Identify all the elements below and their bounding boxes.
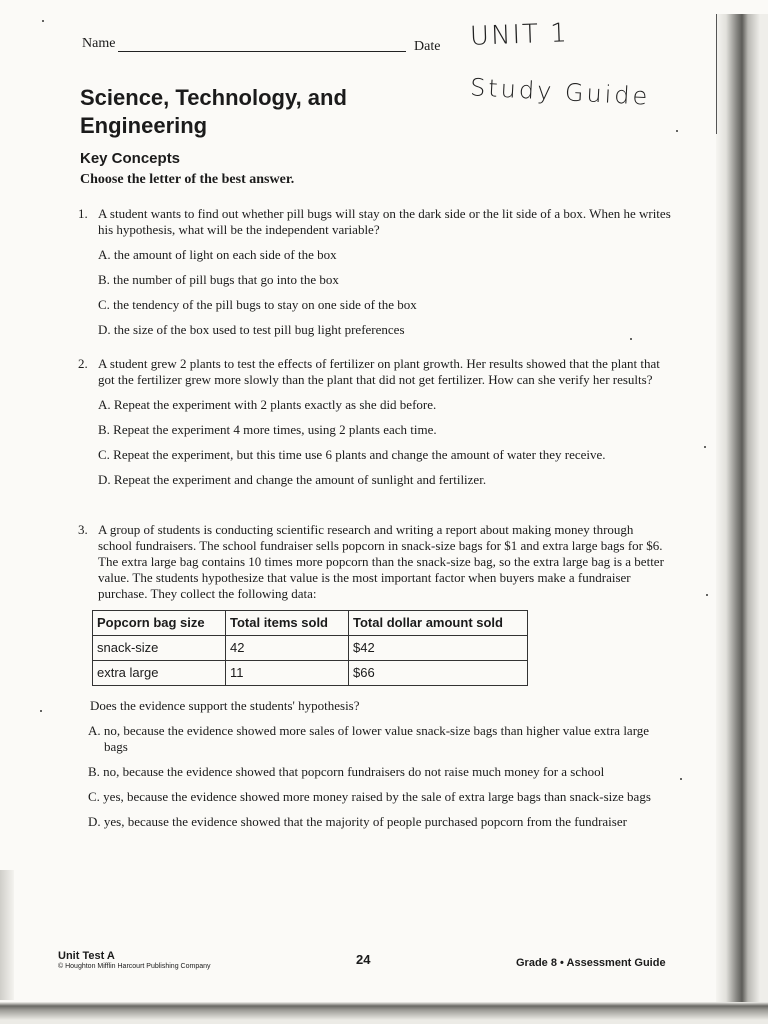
footer-unit: Unit Test A — [58, 950, 115, 962]
name-field-line — [118, 51, 406, 52]
footer-copyright: © Houghton Mifflin Harcourt Publishing Company — [58, 963, 211, 970]
date-label: Date — [414, 39, 441, 54]
answer-option: B. the number of pill bugs that go into the box — [98, 272, 339, 287]
question-stem: A group of students is conducting scientific research and writing a report about making money through school fundraisers. The school fundraiser sells popcorn in snack-size bags for $1 and extra large bags for $6. The extra large bag contains 10 times more popcorn than the snack-size bag, so the extra large bag is a better value. The students hypothesize that value is the most important factor when buyers make a fundraiser purchase. They collect the following data: — [98, 522, 664, 601]
answer-option: A. the amount of light on each side of the box — [98, 247, 337, 262]
page-title: Science, Technology, and Engineering — [80, 85, 347, 138]
table-header: Total items sold — [226, 611, 349, 636]
table-cell: 11 — [226, 661, 349, 686]
table-row — [93, 636, 528, 661]
scan-edge-bottom — [0, 1002, 768, 1024]
question-stem: A student grew 2 plants to test the effects of fertilizer on plant growth. Her results showed that the plant that got the fertilizer grew more slowly than the plant that did not get fertilizer. How can she verify her results? — [98, 356, 660, 387]
footer-grade: Grade 8 • Assessment Guide — [516, 957, 666, 969]
question-number: 3. — [78, 522, 88, 537]
answer-option: A. Repeat the experiment with 2 plants exactly as she did before. — [98, 397, 437, 412]
scan-speck — [42, 20, 44, 22]
scan-speck — [680, 778, 682, 780]
instructions: Choose the letter of the best answer. — [80, 172, 295, 187]
table-header: Total dollar amount sold — [349, 611, 528, 636]
table-header-row — [93, 611, 528, 636]
question-number: 1. — [78, 206, 88, 221]
table-row — [93, 661, 528, 686]
question-number: 2. — [78, 356, 88, 371]
table-header: Popcorn bag size — [93, 611, 226, 636]
table-cell: 42 — [226, 636, 349, 661]
answer-option: A. no, because the evidence showed more sales of lower value snack-size bags than higher value extra large bags — [88, 723, 650, 754]
handwritten-subtitle: Study Guide — [469, 73, 652, 111]
scan-speck — [704, 446, 706, 448]
footer-left — [58, 950, 211, 970]
scan-speck — [40, 710, 42, 712]
answer-option: C. the tendency of the pill bugs to stay on one side of the box — [98, 297, 417, 312]
scan-edge-right — [716, 14, 768, 1024]
answer-option: C. yes, because the evidence showed more money raised by the sale of extra large bags than snack-size bags — [88, 789, 651, 804]
question-2 — [78, 356, 676, 488]
popcorn-data-table — [92, 610, 528, 686]
answer-option: C. Repeat the experiment, but this time use 6 plants and change the amount of water they receive. — [98, 447, 606, 462]
answer-option: B. Repeat the experiment 4 more times, using 2 plants each time. — [98, 422, 437, 437]
scan-speck — [676, 130, 678, 132]
scan-edge-line — [716, 14, 717, 134]
table-cell: $42 — [349, 636, 528, 661]
handwritten-title: UNIT 1 — [469, 18, 570, 52]
answer-option: D. Repeat the experiment and change the amount of sunlight and fertilizer. — [98, 472, 487, 487]
answer-option: D. yes, because the evidence showed that the majority of people purchased popcorn from the fundraiser — [88, 814, 627, 829]
scan-speck — [706, 594, 708, 596]
question-1 — [78, 206, 676, 338]
name-label: Name — [82, 36, 116, 51]
answer-option: B. no, because the evidence showed that popcorn fundraisers do not raise much money for a school — [88, 764, 605, 779]
table-cell: $66 — [349, 661, 528, 686]
question-stem: A student wants to find out whether pill bugs will stay on the dark side or the lit side of a box. When he writes his hypothesis, what will be the independent variable? — [98, 206, 671, 237]
followup-question: Does the evidence support the students' hypothesis? — [90, 698, 360, 713]
section-heading: Key Concepts — [80, 150, 181, 167]
table-cell: snack-size — [93, 636, 226, 661]
question-3 — [78, 522, 668, 830]
scan-edge-left — [0, 870, 14, 1000]
answer-option: D. the size of the box used to test pill bug light preferences — [98, 322, 405, 337]
scan-speck — [630, 338, 632, 340]
page-number: 24 — [356, 952, 371, 967]
table-cell: extra large — [93, 661, 226, 686]
